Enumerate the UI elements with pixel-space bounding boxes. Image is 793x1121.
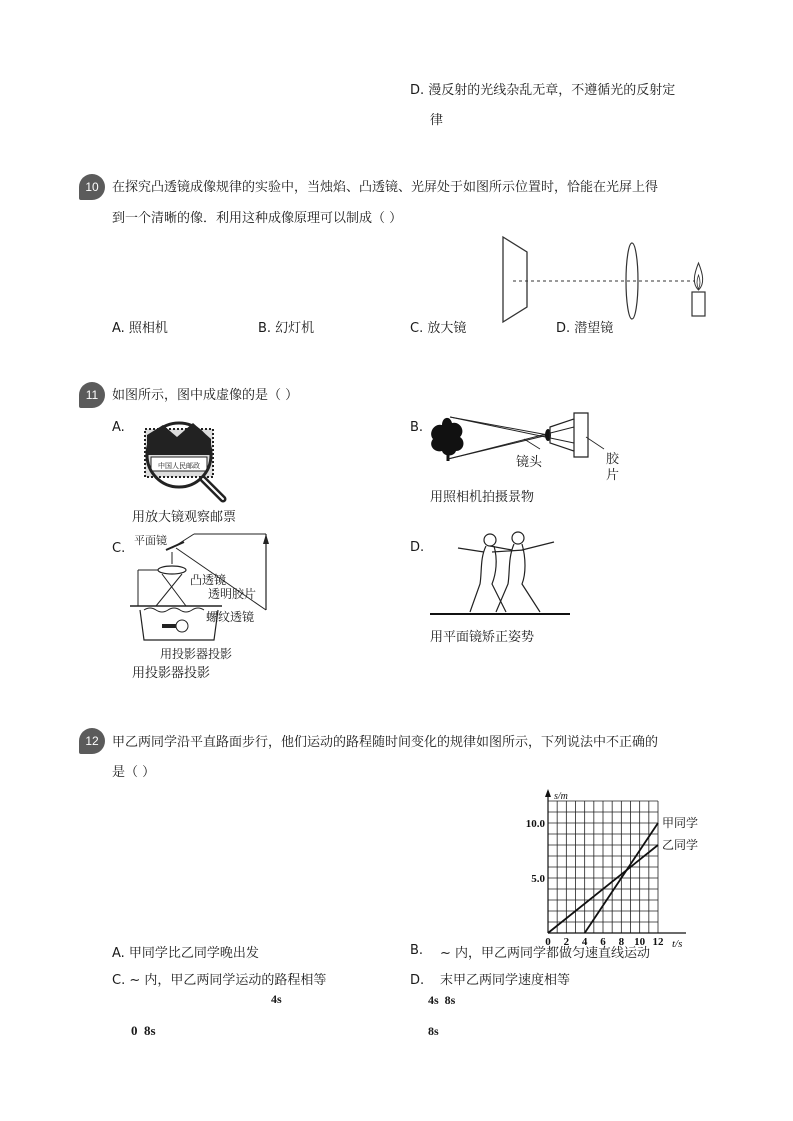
- camera-diagram: [428, 405, 628, 485]
- q11-stem: 如图所示，图中成虚像的是（ ）: [112, 388, 299, 403]
- x-tick-label: 2: [563, 936, 570, 948]
- q10-stem-line1: 在探究凸透镜成像规律的实验中，当烛焰、凸透镜、光屏处于如图所示位置时，恰能在光屏上得: [112, 180, 659, 195]
- series-label: 甲同学: [662, 816, 699, 830]
- q10-option-c[interactable]: C. 放大镜: [410, 321, 467, 336]
- q10-option-d[interactable]: D. 潜望镜: [556, 321, 614, 336]
- projector-lamp: [176, 620, 188, 632]
- mirror-posture-illustration: [430, 528, 570, 618]
- q11-option-b-caption: 用照相机拍摄景物: [430, 490, 535, 505]
- floating-label-0-8s: 0 8s: [131, 1023, 156, 1038]
- fresnel-lens: [144, 608, 204, 612]
- q11-option-a-caption: 用放大镜观察邮票: [132, 510, 237, 525]
- question-number-badge: 11: [79, 382, 105, 408]
- x-tick-label: 6: [600, 936, 606, 948]
- projector-inner-caption: 用投影器投影: [160, 647, 233, 661]
- q12-option-d-letter[interactable]: D.: [410, 973, 425, 988]
- y-tick-label: 10.0: [525, 818, 545, 830]
- transparent-film-label: 透明胶片: [208, 587, 257, 601]
- q10-stem-line2: 到一个清晰的像．利用这种成像原理可以制成（ ）: [112, 211, 403, 226]
- q12-stem-line1: 甲乙两同学沿平直路面步行，他们运动的路程随时间变化的规律如图所示，下列说法中不正确的: [112, 735, 659, 750]
- x-tick-label: 10: [634, 936, 646, 948]
- candle: [692, 292, 705, 316]
- question-number-badge: 12: [79, 728, 105, 754]
- q12-option-c[interactable]: C. ~ 内，甲乙两同学运动的路程相等: [112, 973, 327, 988]
- magnifier-stamp-illustration: [133, 415, 233, 505]
- convex-lens-label: 凸透镜: [190, 573, 227, 587]
- x-tick-label: 0: [545, 936, 551, 948]
- q12-option-b-text[interactable]: ~ 内，甲乙两同学都做匀速直线运动: [440, 946, 651, 961]
- question-number-badge: 10: [79, 174, 105, 200]
- light-screen: [503, 237, 527, 322]
- q11-option-d-letter[interactable]: D.: [410, 540, 425, 555]
- q11-option-d-caption: 用平面镜矫正姿势: [430, 630, 535, 645]
- x-tick-label: 8: [618, 936, 625, 948]
- q9-option-d-line2: 律: [430, 113, 444, 128]
- lens-label: 镜头: [516, 455, 543, 470]
- q11-option-b-letter[interactable]: B.: [410, 420, 424, 435]
- q12-stem-line2: 是（ ）: [112, 765, 156, 780]
- q11-option-c-caption: 用投影器投影: [132, 666, 211, 681]
- distance-time-chart: [518, 785, 718, 955]
- q10-diagram: [495, 232, 715, 327]
- q12-option-a[interactable]: A. 甲同学比乙同学晚出发: [112, 946, 259, 961]
- q11-option-c-letter[interactable]: C.: [112, 541, 126, 556]
- x-tick-label: 12: [652, 936, 664, 948]
- q10-option-a[interactable]: A. 照相机: [112, 321, 168, 336]
- convex-lens: [158, 566, 186, 574]
- fresnel-lens-label: 螺纹透镜: [206, 610, 255, 624]
- film-label-1: 胶: [606, 452, 620, 467]
- x-axis-label: t/s: [672, 938, 683, 950]
- series-label: 乙同学: [662, 838, 699, 852]
- floating-label-4s-8s: 4s 8s: [428, 993, 456, 1007]
- q11-option-a-letter[interactable]: A.: [112, 420, 125, 435]
- mirror-label: 平面镜: [134, 534, 167, 547]
- q12-option-d-text[interactable]: 末甲乙两同学速度相等: [440, 973, 571, 988]
- floating-label-4s: 4s: [271, 992, 282, 1006]
- q9-option-d-line1: D. 漫反射的光线杂乱无章，不遵循光的反射定: [410, 83, 676, 98]
- x-tick-label: 4: [581, 936, 588, 948]
- y-axis-arrow: [545, 789, 551, 797]
- q12-option-b-letter[interactable]: B.: [410, 943, 424, 958]
- floating-label-8s: 8s: [428, 1024, 439, 1038]
- stamp-text: 中国人民邮政: [158, 462, 200, 470]
- candle-flame: [694, 263, 702, 290]
- y-tick-label: 5.0: [531, 873, 545, 885]
- y-axis-label: s/m: [554, 791, 568, 802]
- q10-option-b[interactable]: B. 幻灯机: [258, 321, 315, 336]
- film-label-2: 片: [606, 468, 620, 483]
- camera-body: [550, 413, 588, 457]
